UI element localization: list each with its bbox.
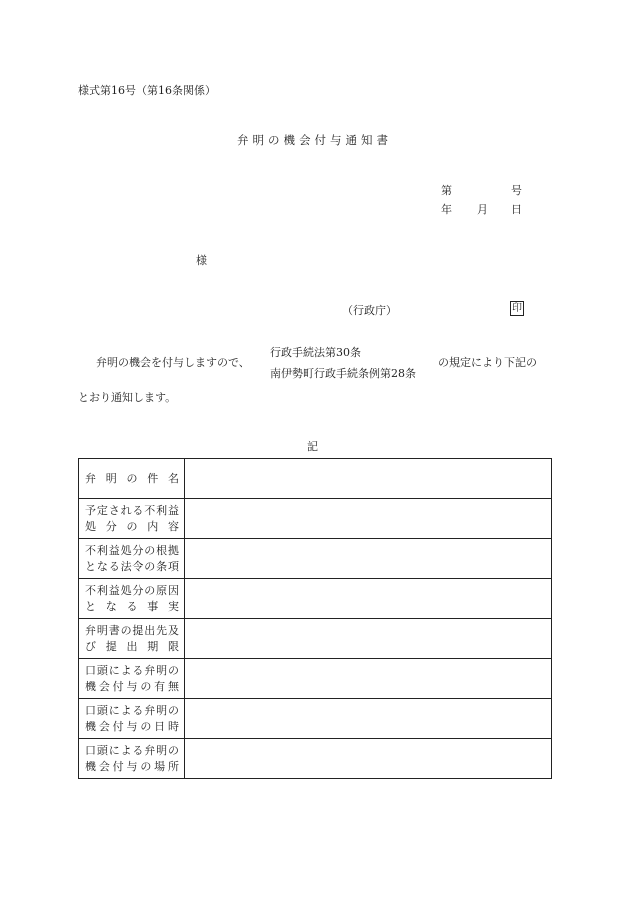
row-label xyxy=(79,459,185,499)
row-label-line1: 口頭による弁明の xyxy=(85,663,179,677)
issuer-label: （行政庁） xyxy=(342,304,397,317)
recipient-suffix: 様 xyxy=(196,254,207,267)
row-label-line1: 不利益処分の根拠 xyxy=(85,543,179,557)
date-year: 年 xyxy=(441,203,452,216)
body-line2: とおり通知します。 xyxy=(78,391,177,404)
row-value-cell[interactable] xyxy=(185,499,552,539)
row-label xyxy=(79,499,185,539)
row-label-line2: となる法令の条項 xyxy=(85,559,179,573)
row-label-line2: び提出期限 xyxy=(85,639,179,653)
row-label-line1: 予定される不利益 xyxy=(85,503,179,517)
table-row xyxy=(79,659,552,699)
notice-table xyxy=(78,458,552,779)
table-row xyxy=(79,739,552,779)
row-value-cell[interactable] xyxy=(185,739,552,779)
row-value-cell[interactable] xyxy=(185,579,552,619)
row-value-cell[interactable] xyxy=(185,619,552,659)
row-label xyxy=(79,659,185,699)
body-lead: 弁明の機会を付与しますので、 xyxy=(96,356,250,369)
row-label-line2: 機会付与の日時 xyxy=(85,719,179,733)
row-value-cell[interactable] xyxy=(185,459,552,499)
table-row xyxy=(79,699,552,739)
row-label xyxy=(79,619,185,659)
doc-number-prefix: 第 xyxy=(441,184,452,197)
row-value-cell[interactable] xyxy=(185,539,552,579)
law-option-2: 南伊勢町行政手続条例第28条 xyxy=(270,367,416,380)
table-row xyxy=(79,499,552,539)
seal-mark: 印 xyxy=(512,303,522,314)
row-label-line1: 弁明の件名 xyxy=(85,471,179,485)
law-option-1: 行政手続法第30条 xyxy=(270,346,361,359)
row-label-line2: 機会付与の有無 xyxy=(85,679,179,693)
form-number: 様式第16号（第16条関係） xyxy=(78,84,216,97)
row-label-line1: 弁明書の提出先及 xyxy=(85,623,179,637)
body-tail: の規定により下記の xyxy=(438,356,537,369)
row-label xyxy=(79,739,185,779)
table-row xyxy=(79,619,552,659)
row-label xyxy=(79,539,185,579)
ki-heading: 記 xyxy=(307,440,318,453)
document-title: 弁明の機会付与通知書 xyxy=(237,133,392,147)
row-value-cell[interactable] xyxy=(185,699,552,739)
row-label xyxy=(79,699,185,739)
date-month: 月 xyxy=(477,203,488,216)
row-label-line2: 処分の内容 xyxy=(85,519,179,533)
table-row xyxy=(79,459,552,499)
row-label-line2: 機会付与の場所 xyxy=(85,759,179,773)
doc-number-suffix: 号 xyxy=(511,184,522,197)
row-label xyxy=(79,579,185,619)
row-value-cell[interactable] xyxy=(185,659,552,699)
row-label-line1: 不利益処分の原因 xyxy=(85,583,179,597)
table-row xyxy=(79,579,552,619)
date-day: 日 xyxy=(511,203,522,216)
row-label-line1: 口頭による弁明の xyxy=(85,703,179,717)
table-row xyxy=(79,539,552,579)
row-label-line2: となる事実 xyxy=(85,599,179,613)
row-label-line1: 口頭による弁明の xyxy=(85,743,179,757)
